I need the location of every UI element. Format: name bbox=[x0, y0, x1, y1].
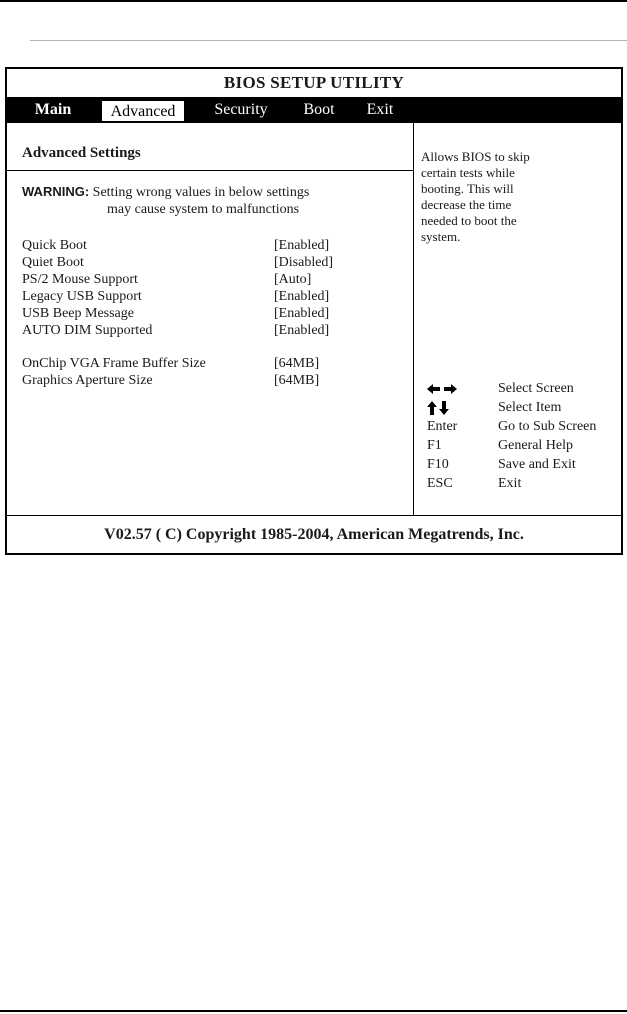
help-line: booting. This will bbox=[421, 181, 514, 196]
key-row-select-screen bbox=[421, 379, 621, 398]
setting-quick-boot[interactable] bbox=[22, 237, 407, 254]
help-line: Allows BIOS to skip bbox=[421, 149, 530, 164]
tab-exit[interactable]: Exit bbox=[366, 101, 394, 118]
setting-value[interactable]: [64MB] bbox=[274, 356, 320, 371]
warning-line-1: Setting wrong values in below settings bbox=[92, 185, 310, 200]
key-row-select-item bbox=[421, 398, 621, 417]
key-description: Go to Sub Screen bbox=[498, 419, 597, 434]
key-row-enter bbox=[421, 417, 621, 436]
key-label: Enter bbox=[427, 419, 458, 434]
warning-message bbox=[22, 183, 407, 218]
key-legend bbox=[421, 379, 621, 493]
settings-panel bbox=[22, 145, 412, 388]
settings-spacer bbox=[22, 339, 407, 355]
key-label: ESC bbox=[427, 476, 453, 491]
key-row-f1 bbox=[421, 436, 621, 455]
setting-value[interactable]: [Enabled] bbox=[274, 289, 330, 304]
setting-value[interactable]: [Enabled] bbox=[274, 323, 330, 338]
setting-value[interactable]: [Enabled] bbox=[274, 306, 330, 321]
warning-line-2: may cause system to malfunctions bbox=[107, 202, 300, 217]
setting-name: Graphics Aperture Size bbox=[22, 373, 153, 388]
help-line: decrease the time bbox=[421, 197, 512, 212]
setting-usb-beep-message[interactable] bbox=[22, 305, 407, 322]
setting-name: AUTO DIM Supported bbox=[22, 323, 153, 338]
key-description: Select Item bbox=[498, 400, 562, 415]
setting-name: PS/2 Mouse Support bbox=[22, 272, 138, 287]
key-description: Select Screen bbox=[498, 381, 574, 396]
help-text bbox=[421, 149, 616, 245]
tab-security[interactable]: Security bbox=[214, 101, 268, 118]
key-row-f10 bbox=[421, 455, 621, 474]
left-right-arrows-icon bbox=[427, 379, 497, 398]
page-top-rule bbox=[0, 0, 627, 2]
help-line: needed to boot the bbox=[421, 213, 517, 228]
tab-advanced[interactable]: Advanced bbox=[101, 100, 185, 122]
key-label: F10 bbox=[427, 457, 449, 472]
help-line: system. bbox=[421, 229, 461, 244]
up-down-arrows-icon bbox=[427, 398, 497, 417]
warning-label: WARNING: bbox=[22, 184, 90, 199]
setting-value[interactable]: [Auto] bbox=[274, 272, 312, 287]
section-rule bbox=[7, 170, 413, 171]
setting-value[interactable]: [Enabled] bbox=[274, 238, 330, 253]
bios-setup-window bbox=[5, 67, 623, 555]
tab-boot[interactable]: Boot bbox=[303, 101, 335, 118]
setting-onchip-vga-frame-buffer-size[interactable] bbox=[22, 355, 407, 372]
setting-name: USB Beep Message bbox=[22, 306, 134, 321]
key-row-esc bbox=[421, 474, 621, 493]
page-bottom-rule bbox=[0, 1010, 627, 1012]
setting-quiet-boot[interactable] bbox=[22, 254, 407, 271]
settings-list bbox=[22, 237, 407, 389]
key-description: Save and Exit bbox=[498, 457, 576, 472]
setting-value[interactable]: [64MB] bbox=[274, 373, 320, 388]
setting-graphics-aperture-size[interactable] bbox=[22, 372, 407, 389]
key-description: Exit bbox=[498, 476, 522, 491]
copyright-bar: V02.57 ( C) Copyright 1985-2004, American Megatrends, Inc. bbox=[104, 526, 524, 543]
panel-divider bbox=[413, 123, 414, 515]
tab-main[interactable]: Main bbox=[34, 101, 72, 118]
setting-value[interactable]: [Disabled] bbox=[274, 255, 334, 270]
setting-ps2-mouse-support[interactable] bbox=[22, 271, 407, 288]
setting-legacy-usb-support[interactable] bbox=[22, 288, 407, 305]
key-description: General Help bbox=[498, 438, 574, 453]
setting-auto-dim-supported[interactable] bbox=[22, 322, 407, 339]
bios-menu-bar bbox=[7, 97, 621, 123]
key-label: F1 bbox=[427, 438, 442, 453]
bios-title: BIOS SETUP UTILITY bbox=[223, 73, 405, 92]
setting-name: Quick Boot bbox=[22, 238, 87, 253]
page-header-rule bbox=[30, 40, 627, 41]
help-line: certain tests while bbox=[421, 165, 515, 180]
setting-name: Legacy USB Support bbox=[22, 289, 142, 304]
section-title: Advanced Settings bbox=[22, 145, 141, 161]
setting-name: OnChip VGA Frame Buffer Size bbox=[22, 356, 206, 371]
setting-name: Quiet Boot bbox=[22, 255, 84, 270]
